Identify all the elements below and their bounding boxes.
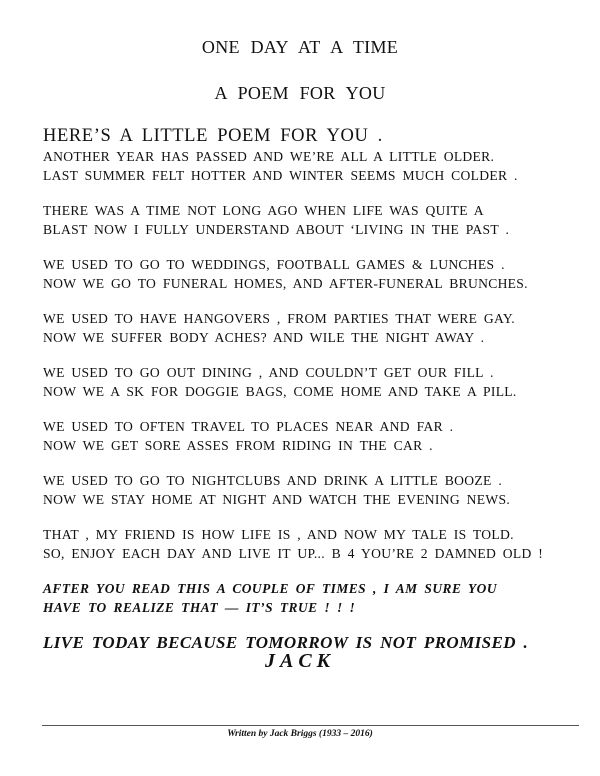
stanza-line: BLAST NOW I FULLY UNDERSTAND ABOUT ‘LIVING IN THE PAST . <box>43 222 510 237</box>
stanza-line: THERE WAS A TIME NOT LONG AGO WHEN LIFE WAS QUITE A <box>43 203 484 218</box>
stanza-line: WE USED TO GO OUT DINING , AND COULDN’T GET OUR FILL . <box>43 365 494 380</box>
after-note <box>43 579 583 617</box>
after-note-line: AFTER YOU READ THIS A COUPLE OF TIMES , I AM SURE YOU <box>43 581 498 596</box>
stanza-line: NOW WE GO TO FUNERAL HOMES, AND AFTER-FUNERAL BRUNCHES. <box>43 276 528 291</box>
after-note-line: HAVE TO REALIZE THAT — IT’S TRUE ! ! ! <box>43 600 356 615</box>
poem-intro: HERE’S A LITTLE POEM FOR YOU . <box>43 126 383 146</box>
stanza-5 <box>43 363 583 401</box>
stanza-line: LAST SUMMER FELT HOTTER AND WINTER SEEMS MUCH COLDER . <box>43 168 518 183</box>
stanza-line: ANOTHER YEAR HAS PASSED AND WE’RE ALL A LITTLE OLDER. <box>43 149 495 164</box>
stanza-line: NOW WE GET SORE ASSES FROM RIDING IN THE CAR . <box>43 438 433 453</box>
stanza-line: NOW WE SUFFER BODY ACHES? AND WILE THE NIGHT AWAY . <box>43 330 485 345</box>
stanza-7 <box>43 471 583 509</box>
stanza-line: WE USED TO GO TO WEDDINGS, FOOTBALL GAMES & LUNCHES . <box>43 257 505 272</box>
stanza-3 <box>43 255 583 293</box>
stanza-8 <box>43 525 583 563</box>
stanza-4 <box>43 309 583 347</box>
stanza-line: THAT , MY FRIEND IS HOW LIFE IS , AND NOW MY TALE IS TOLD. <box>43 527 514 542</box>
poem-subtitle: A POEM FOR YOU <box>214 83 386 103</box>
stanza-line: NOW WE A SK FOR DOGGIE BAGS, COME HOME AND TAKE A PILL. <box>43 384 517 399</box>
stanza-line: WE USED TO HAVE HANGOVERS , FROM PARTIES THAT WERE GAY. <box>43 311 515 326</box>
poem-body <box>43 125 583 653</box>
stanza-line: WE USED TO OFTEN TRAVEL TO PLACES NEAR AND FAR . <box>43 419 454 434</box>
signature: JACK <box>264 650 336 672</box>
stanza-1 <box>43 147 583 185</box>
footer-divider <box>42 725 579 726</box>
poem-title: ONE DAY AT A TIME <box>201 37 399 57</box>
stanza-line: SO, ENJOY EACH DAY AND LIVE IT UP... B 4 YOU’RE 2 DAMNED OLD ! <box>43 546 544 561</box>
stanza-2 <box>43 201 583 239</box>
footer-credit: Written by Jack Briggs (1933 – 2016) <box>227 729 373 739</box>
live-today-line: LIVE TODAY BECAUSE TOMORROW IS NOT PROMISED . <box>43 633 529 652</box>
stanza-line: WE USED TO GO TO NIGHTCLUBS AND DRINK A LITTLE BOOZE . <box>43 473 503 488</box>
stanza-6 <box>43 417 583 455</box>
stanza-line: NOW WE STAY HOME AT NIGHT AND WATCH THE EVENING NEWS. <box>43 492 511 507</box>
